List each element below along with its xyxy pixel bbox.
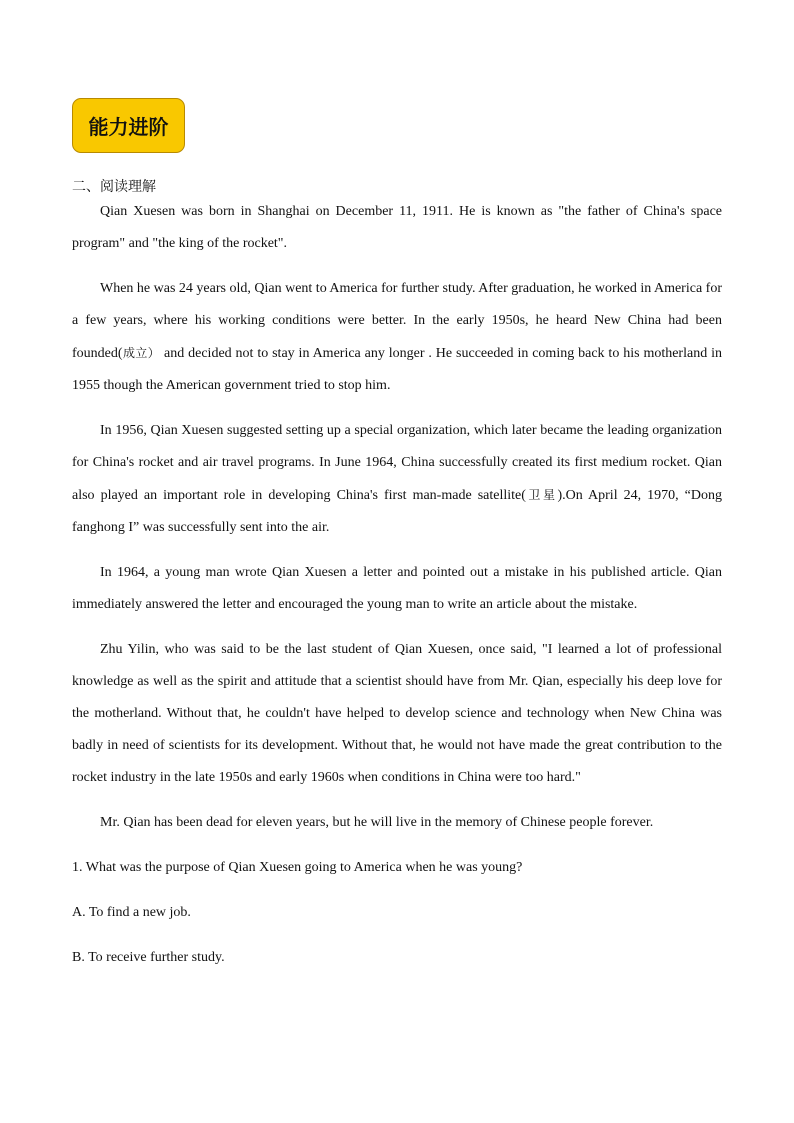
section-title: 二、阅读理解 [72,179,156,195]
passage-paragraph-2-part-b: and decided not to stay in America any longer . He succeeded in coming back to his motherland in 1955 though the American government tried to stop him. [72,346,722,393]
passage-paragraph-4: In 1964, a young man wrote Qian Xuesen a letter and pointed out a mistake in his published article. Qian immediately answered the letter and encouraged the young man to write an article about the mistake. [72,565,722,612]
reading-passage [72,196,722,987]
passage-paragraph-2 [72,273,722,402]
gloss-chengli: 成立） [122,346,161,360]
passage-paragraph-5: Zhu Yilin, who was said to be the last student of Qian Xuesen, once said, "I learned a lot of professional knowledge as well as the spirit and attitude that a scientist should have from Mr. Qian, especially his deep love for the motherland. Without that, he couldn't have helped to develop science and technology when New China was badly in need of scientists for its development. Without that, he would not have made the great contribution to the rocket industry in the late 1950s and early 1960s when conditions in China were too hard." [72,642,722,785]
passage-paragraph-3 [72,415,722,544]
section-badge: 能力进阶 [72,98,185,153]
question-1-stem: 1. What was the purpose of Qian Xuesen going to America when he was young? [72,860,523,875]
question-1-option-b: B. To receive further study. [72,950,225,965]
question-1-option-a: A. To find a new job. [72,905,191,920]
passage-paragraph-1: Qian Xuesen was born in Shanghai on December 11, 1911. He is known as "the father of China's space program" and "the king of the rocket". [72,204,722,251]
passage-paragraph-3-part-b: ).On April 24, 1970, “Dong fanghong I” was successfully sent into the air. [72,488,722,535]
passage-paragraph-3-part-a: In 1956, Qian Xuesen suggested setting up a special organization, which later became the leading organization for China's rocket and air travel programs. In June 1964, China successfully created its first medium rocket. Qian also played an important role in developing China's first man-made satellite( [72,423,722,503]
passage-paragraph-6: Mr. Qian has been dead for eleven years, but he will live in the memory of Chinese people forever. [100,815,654,830]
passage-paragraph-2-part-a: When he was 24 years old, Qian went to America for further study. After graduation, he worked in America for a few years, where his working conditions were better. In the early 1950s, he heard New China had been founded( [72,281,722,361]
gloss-weixing: 卫星 [525,488,558,502]
